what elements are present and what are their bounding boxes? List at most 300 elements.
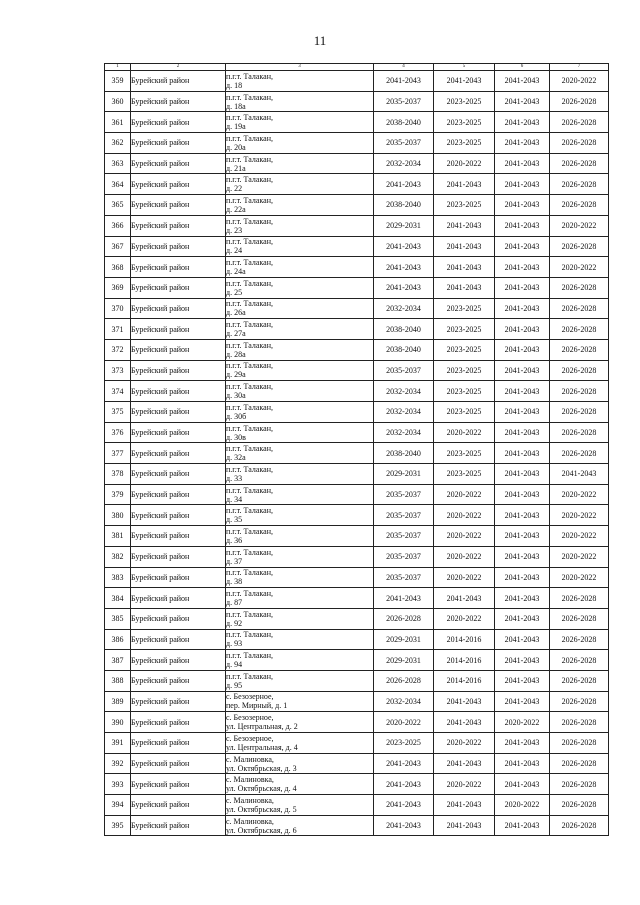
period-col-7: 2026-2028 (550, 339, 609, 360)
period-col-4: 2041-2043 (374, 753, 434, 774)
address-cell (226, 215, 374, 236)
period-col-5: 2041-2043 (434, 588, 495, 609)
table-row (105, 608, 609, 629)
period-col-6: 2041-2043 (495, 815, 550, 836)
address-cell (226, 257, 374, 278)
period-col-4: 2038-2040 (374, 443, 434, 464)
address-cell (226, 815, 374, 836)
period-col-4: 2035-2037 (374, 567, 434, 588)
period-col-4: 2026-2028 (374, 670, 434, 691)
period-col-5: 2023-2025 (434, 443, 495, 464)
row-number: 368 (105, 257, 131, 278)
row-number: 383 (105, 567, 131, 588)
table-row (105, 319, 609, 340)
table-body (105, 71, 609, 836)
period-col-5: 2020-2022 (434, 422, 495, 443)
address-line-2: д. 21а (226, 163, 246, 173)
period-col-4: 2041-2043 (374, 277, 434, 298)
district-cell: Бурейский район (131, 526, 226, 547)
period-col-4: 2020-2022 (374, 712, 434, 733)
row-number: 366 (105, 215, 131, 236)
address-line-1: п.г.т. Талакан, (226, 195, 274, 205)
address-line-2: д. 93 (226, 639, 243, 649)
address-cell (226, 133, 374, 154)
period-col-6: 2041-2043 (495, 277, 550, 298)
period-col-4: 2032-2034 (374, 691, 434, 712)
column-number: 3 (226, 64, 374, 71)
address-cell (226, 339, 374, 360)
period-col-6: 2041-2043 (495, 215, 550, 236)
table-row (105, 546, 609, 567)
column-number: 6 (495, 64, 550, 71)
period-col-5: 2023-2025 (434, 91, 495, 112)
row-number: 378 (105, 464, 131, 485)
period-col-4: 2035-2037 (374, 133, 434, 154)
period-col-5: 2041-2043 (434, 277, 495, 298)
row-number: 363 (105, 153, 131, 174)
row-number: 386 (105, 629, 131, 650)
address-line-1: с. Малиновка, (226, 775, 274, 785)
address-line-1: п.г.т. Талакан, (226, 133, 274, 143)
period-col-6: 2041-2043 (495, 422, 550, 443)
period-col-6: 2041-2043 (495, 484, 550, 505)
row-number: 380 (105, 505, 131, 526)
address-line-1: п.г.т. Талакан, (226, 485, 274, 495)
period-col-6: 2041-2043 (495, 257, 550, 278)
column-number-row (105, 64, 609, 71)
period-col-5: 2014-2016 (434, 670, 495, 691)
table-row (105, 815, 609, 836)
period-col-4: 2041-2043 (374, 71, 434, 92)
district-cell: Бурейский район (131, 381, 226, 402)
address-line-2: д. 22а (226, 204, 246, 214)
period-col-6: 2041-2043 (495, 443, 550, 464)
address-line-1: п.г.т. Талакан, (226, 216, 274, 226)
period-col-4: 2038-2040 (374, 339, 434, 360)
address-cell (226, 174, 374, 195)
table-row (105, 505, 609, 526)
address-line-1: п.г.т. Талакан, (226, 651, 274, 661)
table-row (105, 174, 609, 195)
housing-schedule-table (104, 63, 609, 836)
row-number: 376 (105, 422, 131, 443)
district-cell: Бурейский район (131, 733, 226, 754)
district-cell: Бурейский район (131, 505, 226, 526)
period-col-5: 2041-2043 (434, 795, 495, 816)
address-line-2: д. 25 (226, 287, 243, 297)
address-line-2: д. 33 (226, 473, 243, 483)
address-line-1: п.г.т. Талакан, (226, 113, 274, 123)
address-cell (226, 298, 374, 319)
period-col-4: 2023-2025 (374, 733, 434, 754)
period-col-7: 2026-2028 (550, 298, 609, 319)
period-col-5: 2020-2022 (434, 526, 495, 547)
column-number: 2 (131, 64, 226, 71)
period-col-7: 2026-2028 (550, 795, 609, 816)
period-col-4: 2038-2040 (374, 112, 434, 133)
period-col-5: 2041-2043 (434, 257, 495, 278)
row-number: 374 (105, 381, 131, 402)
table-row (105, 71, 609, 92)
row-number: 391 (105, 733, 131, 754)
period-col-6: 2041-2043 (495, 153, 550, 174)
period-col-7: 2026-2028 (550, 608, 609, 629)
address-line-1: п.г.т. Талакан, (226, 464, 274, 474)
period-col-4: 2032-2034 (374, 298, 434, 319)
period-col-4: 2041-2043 (374, 815, 434, 836)
district-cell: Бурейский район (131, 236, 226, 257)
address-cell (226, 774, 374, 795)
address-cell (226, 277, 374, 298)
address-line-2: д. 24а (226, 267, 246, 277)
period-col-5: 2020-2022 (434, 484, 495, 505)
row-number: 375 (105, 402, 131, 423)
address-line-1: п.г.т. Талакан, (226, 423, 274, 433)
period-col-7: 2020-2022 (550, 546, 609, 567)
period-col-7: 2026-2028 (550, 588, 609, 609)
address-cell (226, 588, 374, 609)
district-cell: Бурейский район (131, 215, 226, 236)
period-col-7: 2026-2028 (550, 133, 609, 154)
district-cell: Бурейский район (131, 588, 226, 609)
row-number: 387 (105, 650, 131, 671)
period-col-5: 2023-2025 (434, 360, 495, 381)
address-cell (226, 567, 374, 588)
row-number: 395 (105, 815, 131, 836)
address-cell (226, 319, 374, 340)
row-number: 372 (105, 339, 131, 360)
address-line-2: д. 19а (226, 122, 246, 132)
period-col-6: 2041-2043 (495, 733, 550, 754)
address-line-1: п.г.т. Талакан, (226, 71, 274, 81)
table-row (105, 795, 609, 816)
period-col-6: 2041-2043 (495, 753, 550, 774)
period-col-7: 2026-2028 (550, 381, 609, 402)
district-cell: Бурейский район (131, 91, 226, 112)
address-line-2: ул. Октябрьская, д. 5 (226, 804, 297, 814)
period-col-5: 2041-2043 (434, 712, 495, 733)
table-row (105, 277, 609, 298)
district-cell: Бурейский район (131, 298, 226, 319)
address-line-2: д. 37 (226, 556, 243, 566)
district-cell: Бурейский район (131, 650, 226, 671)
address-line-1: п.г.т. Талакан, (226, 258, 274, 268)
row-number: 360 (105, 91, 131, 112)
period-col-6: 2041-2043 (495, 464, 550, 485)
table-row (105, 650, 609, 671)
period-col-5: 2020-2022 (434, 153, 495, 174)
address-line-2: ул. Центральная, д. 4 (226, 742, 298, 752)
address-line-2: ул. Октябрьская, д. 6 (226, 825, 297, 835)
table-row (105, 712, 609, 733)
table-row (105, 236, 609, 257)
column-number: 1 (105, 64, 131, 71)
period-col-7: 2026-2028 (550, 733, 609, 754)
period-col-6: 2041-2043 (495, 91, 550, 112)
period-col-7: 2026-2028 (550, 815, 609, 836)
district-cell: Бурейский район (131, 195, 226, 216)
period-col-4: 2029-2031 (374, 215, 434, 236)
address-line-1: с. Малиновка, (226, 754, 274, 764)
row-number: 385 (105, 608, 131, 629)
address-line-1: п.г.т. Талакан, (226, 547, 274, 557)
period-col-7: 2020-2022 (550, 567, 609, 588)
period-col-4: 2032-2034 (374, 381, 434, 402)
period-col-7: 2026-2028 (550, 650, 609, 671)
row-number: 390 (105, 712, 131, 733)
period-col-7: 2026-2028 (550, 236, 609, 257)
period-col-6: 2020-2022 (495, 712, 550, 733)
address-cell (226, 153, 374, 174)
address-line-2: д. 23 (226, 225, 243, 235)
period-col-6: 2041-2043 (495, 236, 550, 257)
period-col-5: 2023-2025 (434, 339, 495, 360)
period-col-5: 2020-2022 (434, 733, 495, 754)
address-line-1: с. Безозерное, (226, 692, 274, 702)
address-line-2: д. 95 (226, 680, 243, 690)
period-col-5: 2023-2025 (434, 464, 495, 485)
row-number: 388 (105, 670, 131, 691)
address-line-1: п.г.т. Талакан, (226, 237, 274, 247)
address-cell (226, 795, 374, 816)
period-col-6: 2041-2043 (495, 608, 550, 629)
address-cell (226, 691, 374, 712)
period-col-4: 2041-2043 (374, 588, 434, 609)
address-line-2: д. 94 (226, 660, 243, 670)
address-line-1: п.г.т. Талакан, (226, 444, 274, 454)
table-row (105, 339, 609, 360)
row-number: 362 (105, 133, 131, 154)
period-col-6: 2041-2043 (495, 133, 550, 154)
period-col-7: 2020-2022 (550, 71, 609, 92)
period-col-4: 2041-2043 (374, 774, 434, 795)
period-col-6: 2041-2043 (495, 629, 550, 650)
address-line-2: д. 38 (226, 577, 243, 587)
period-col-5: 2020-2022 (434, 567, 495, 588)
period-col-4: 2035-2037 (374, 91, 434, 112)
address-line-2: д. 32а (226, 453, 246, 463)
table-row (105, 153, 609, 174)
period-col-7: 2020-2022 (550, 484, 609, 505)
column-number: 5 (434, 64, 495, 71)
page-number: 11 (313, 33, 327, 48)
period-col-7: 2026-2028 (550, 153, 609, 174)
period-col-4: 2029-2031 (374, 650, 434, 671)
address-line-1: п.г.т. Талакан, (226, 154, 274, 164)
table-row (105, 588, 609, 609)
table-row (105, 443, 609, 464)
address-line-2: д. 18а (226, 101, 246, 111)
address-line-2: д. 87 (226, 598, 243, 608)
address-line-2: д. 30а (226, 391, 246, 401)
row-number: 392 (105, 753, 131, 774)
period-col-7: 2026-2028 (550, 443, 609, 464)
address-line-1: п.г.т. Талакан, (226, 340, 274, 350)
district-cell: Бурейский район (131, 815, 226, 836)
address-cell (226, 670, 374, 691)
period-col-7: 2026-2028 (550, 422, 609, 443)
district-cell: Бурейский район (131, 174, 226, 195)
district-cell: Бурейский район (131, 153, 226, 174)
address-cell (226, 422, 374, 443)
address-line-1: п.г.т. Талакан, (226, 568, 274, 578)
table-row (105, 402, 609, 423)
period-col-4: 2035-2037 (374, 484, 434, 505)
period-col-6: 2041-2043 (495, 112, 550, 133)
address-line-2: пер. Мирный, д. 1 (226, 701, 288, 711)
table-row (105, 195, 609, 216)
district-cell: Бурейский район (131, 443, 226, 464)
address-cell (226, 526, 374, 547)
address-line-2: д. 35 (226, 515, 243, 525)
address-cell (226, 381, 374, 402)
period-col-6: 2020-2022 (495, 795, 550, 816)
address-cell (226, 608, 374, 629)
table-row (105, 91, 609, 112)
period-col-4: 2038-2040 (374, 319, 434, 340)
address-line-1: с. Безозерное, (226, 733, 274, 743)
period-col-6: 2041-2043 (495, 505, 550, 526)
period-col-4: 2035-2037 (374, 526, 434, 547)
period-col-4: 2041-2043 (374, 257, 434, 278)
table-row (105, 526, 609, 547)
period-col-7: 2026-2028 (550, 174, 609, 195)
district-cell: Бурейский район (131, 546, 226, 567)
period-col-5: 2041-2043 (434, 691, 495, 712)
period-col-7: 2020-2022 (550, 526, 609, 547)
period-col-6: 2041-2043 (495, 71, 550, 92)
district-cell: Бурейский район (131, 112, 226, 133)
column-number: 4 (374, 64, 434, 71)
period-col-4: 2035-2037 (374, 360, 434, 381)
period-col-5: 2041-2043 (434, 753, 495, 774)
district-cell: Бурейский район (131, 608, 226, 629)
period-col-7: 2026-2028 (550, 91, 609, 112)
period-col-5: 2020-2022 (434, 774, 495, 795)
row-number: 364 (105, 174, 131, 195)
address-line-1: п.г.т. Талакан, (226, 589, 274, 599)
address-line-1: п.г.т. Талакан, (226, 278, 274, 288)
address-line-2: д. 20а (226, 142, 246, 152)
row-number: 359 (105, 71, 131, 92)
period-col-6: 2041-2043 (495, 526, 550, 547)
address-line-1: п.г.т. Талакан, (226, 630, 274, 640)
period-col-6: 2041-2043 (495, 319, 550, 340)
district-cell: Бурейский район (131, 422, 226, 443)
address-line-2: д. 34 (226, 494, 243, 504)
table-row (105, 567, 609, 588)
period-col-7: 2026-2028 (550, 277, 609, 298)
table-row (105, 257, 609, 278)
address-line-2: д. 30б (226, 411, 247, 421)
address-line-2: д. 30в (226, 432, 246, 442)
period-col-7: 2020-2022 (550, 257, 609, 278)
period-col-7: 2026-2028 (550, 629, 609, 650)
table-row (105, 112, 609, 133)
table-row (105, 691, 609, 712)
address-line-2: ул. Центральная, д. 2 (226, 722, 298, 732)
address-line-1: п.г.т. Талакан, (226, 609, 274, 619)
district-cell: Бурейский район (131, 484, 226, 505)
period-col-6: 2041-2043 (495, 174, 550, 195)
address-line-2: д. 26а (226, 308, 246, 318)
address-cell (226, 112, 374, 133)
period-col-6: 2041-2043 (495, 339, 550, 360)
address-cell (226, 712, 374, 733)
table-row (105, 360, 609, 381)
row-number: 371 (105, 319, 131, 340)
address-line-2: д. 18 (226, 80, 243, 90)
period-col-6: 2041-2043 (495, 360, 550, 381)
address-line-1: п.г.т. Талакан, (226, 299, 274, 309)
address-line-1: с. Малиновка, (226, 795, 274, 805)
period-col-6: 2041-2043 (495, 298, 550, 319)
address-cell (226, 236, 374, 257)
district-cell: Бурейский район (131, 567, 226, 588)
period-col-6: 2041-2043 (495, 567, 550, 588)
address-cell (226, 443, 374, 464)
period-col-5: 2041-2043 (434, 815, 495, 836)
address-line-2: д. 28а (226, 349, 246, 359)
district-cell: Бурейский район (131, 712, 226, 733)
address-cell (226, 195, 374, 216)
district-cell: Бурейский район (131, 795, 226, 816)
table-row (105, 422, 609, 443)
address-cell (226, 753, 374, 774)
address-line-2: д. 36 (226, 535, 243, 545)
table-row (105, 464, 609, 485)
district-cell: Бурейский район (131, 629, 226, 650)
period-col-7: 2020-2022 (550, 215, 609, 236)
period-col-6: 2041-2043 (495, 381, 550, 402)
period-col-5: 2023-2025 (434, 112, 495, 133)
address-cell (226, 91, 374, 112)
row-number: 370 (105, 298, 131, 319)
period-col-5: 2023-2025 (434, 319, 495, 340)
address-line-2: д. 24 (226, 246, 243, 256)
district-cell: Бурейский район (131, 257, 226, 278)
row-number: 394 (105, 795, 131, 816)
district-cell: Бурейский район (131, 360, 226, 381)
period-col-4: 2035-2037 (374, 505, 434, 526)
row-number: 365 (105, 195, 131, 216)
row-number: 384 (105, 588, 131, 609)
period-col-5: 2041-2043 (434, 215, 495, 236)
address-line-1: п.г.т. Талакан, (226, 506, 274, 516)
district-cell: Бурейский район (131, 319, 226, 340)
column-number: 7 (550, 64, 609, 71)
address-cell (226, 629, 374, 650)
address-cell (226, 464, 374, 485)
period-col-6: 2041-2043 (495, 670, 550, 691)
period-col-7: 2041-2043 (550, 464, 609, 485)
district-cell: Бурейский район (131, 71, 226, 92)
district-cell: Бурейский район (131, 339, 226, 360)
row-number: 373 (105, 360, 131, 381)
district-cell: Бурейский район (131, 774, 226, 795)
address-line-2: д. 92 (226, 618, 243, 628)
district-cell: Бурейский район (131, 670, 226, 691)
row-number: 377 (105, 443, 131, 464)
period-col-5: 2023-2025 (434, 133, 495, 154)
period-col-7: 2026-2028 (550, 360, 609, 381)
address-cell (226, 71, 374, 92)
row-number: 381 (105, 526, 131, 547)
period-col-6: 2041-2043 (495, 774, 550, 795)
address-line-1: с. Малиновка, (226, 816, 274, 826)
district-cell: Бурейский район (131, 133, 226, 154)
period-col-4: 2035-2037 (374, 546, 434, 567)
